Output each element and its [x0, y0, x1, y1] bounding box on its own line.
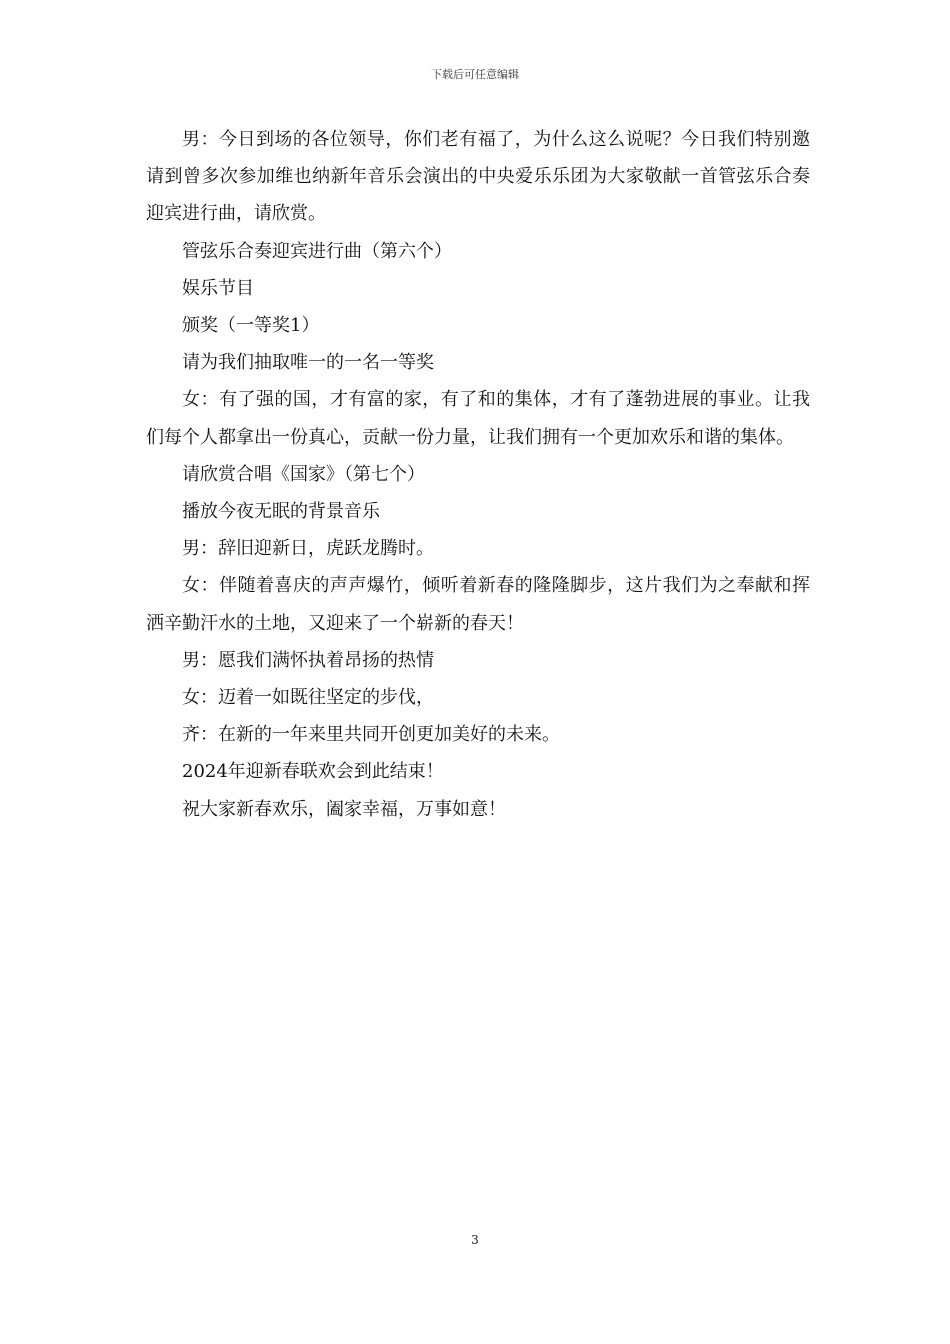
- paragraph-male-welcome: 男：今日到场的各位领导，你们老有福了，为什么这么说呢？今日我们特别邀请到曾多次参加维也纳新年音乐会演出的中央爱乐乐团为大家敬献一首管弦乐合奏迎宾进行曲，请欣赏。: [146, 129, 810, 225]
- paragraph-closing: 2024年迎新春联欢会到此结束！: [182, 761, 444, 783]
- paragraph-female-steps: 女：迈着一如既往坚定的步伐，: [182, 687, 434, 709]
- page-header: 下载后可任意编辑: [431, 68, 519, 81]
- paragraph-program-6: 管弦乐合奏迎宾进行曲（第六个）: [182, 240, 452, 262]
- paragraph-background-music: 播放今夜无眠的背景音乐: [182, 501, 380, 523]
- paragraph-female-spring: 女：伴随着喜庆的声声爆竹，倾听着新春的隆隆脚步，这片我们为之奉献和挥洒辛勤汗水的土地，又迎来了一个崭新的春天！: [146, 575, 810, 634]
- paragraph-draw-first-prize: 请为我们抽取唯一的一名一等奖: [182, 352, 434, 374]
- page-number: 3: [471, 1233, 479, 1247]
- paragraph-award: 颁奖（一等奖1）: [182, 315, 320, 337]
- document-body: [146, 121, 810, 828]
- paragraph-female-collective: 女：有了强的国，才有富的家，有了和的集体，才有了蓬勃进展的事业。让我们每个人都拿出一份真心，贡献一份力量，让我们拥有一个更加欢乐和谐的集体。: [146, 389, 810, 448]
- paragraph-program-7: 请欣赏合唱《国家》（第七个）: [182, 463, 425, 485]
- paragraph-wishes: 祝大家新春欢乐，阖家幸福，万事如意！: [182, 798, 506, 820]
- paragraph-male-newyear: 男：辞旧迎新日，虎跃龙腾时。: [182, 538, 434, 560]
- paragraph-together-future: 齐：在新的一年来里共同开创更加美好的未来。: [182, 724, 560, 746]
- paragraph-male-passion: 男：愿我们满怀执着昂扬的热情: [182, 649, 434, 671]
- paragraph-entertainment: 娱乐节目: [182, 277, 254, 299]
